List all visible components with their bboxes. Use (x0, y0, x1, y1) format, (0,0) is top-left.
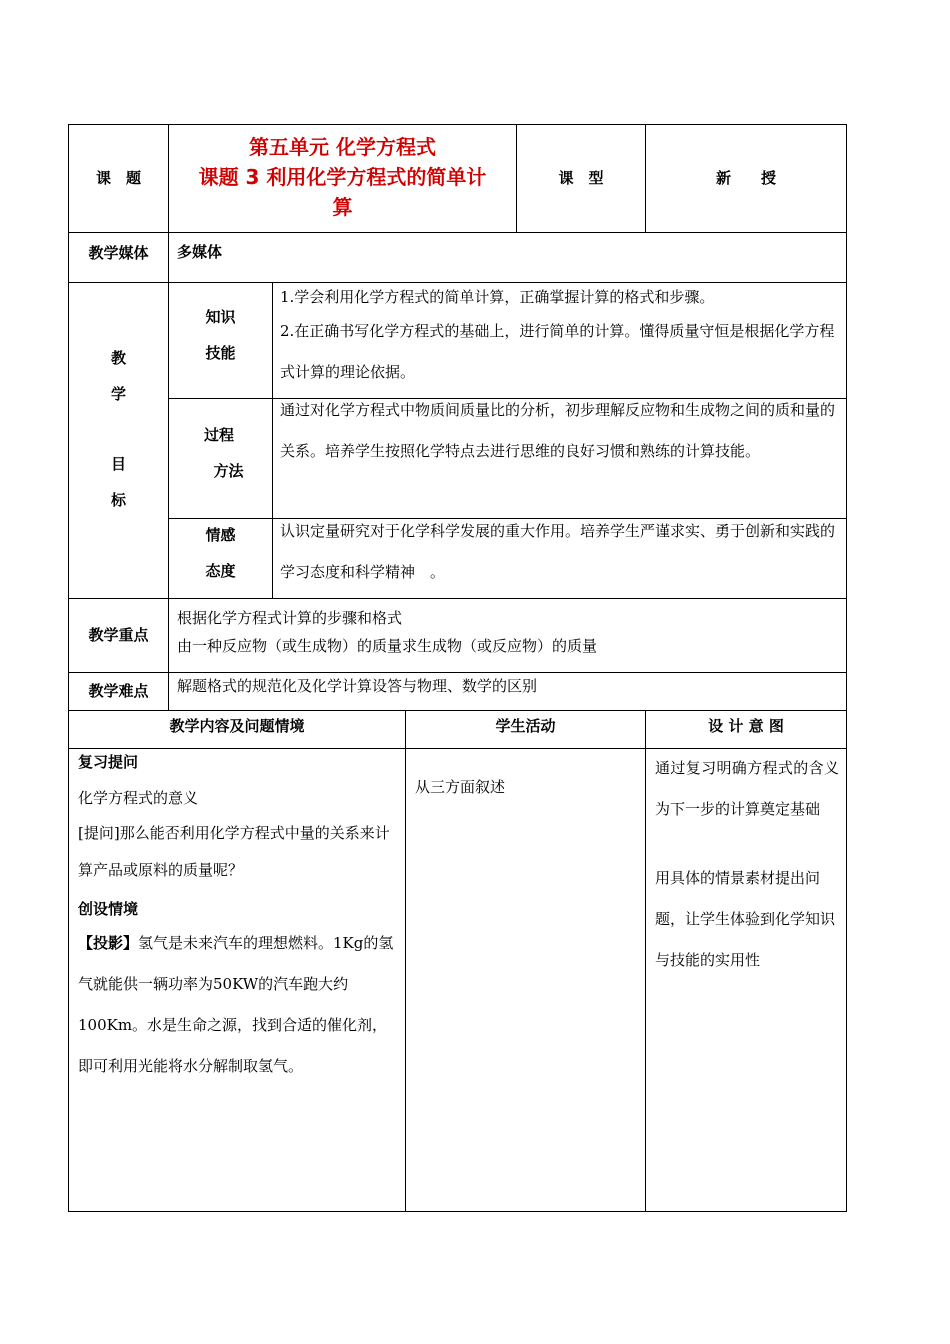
rule (846, 124, 847, 1212)
goals-label-char: 学 (110, 385, 126, 403)
review-heading: 复习提问 (78, 753, 139, 771)
process-label-line: 过程 (203, 426, 234, 444)
difficulty-text: 解题格式的规范化及化学计算设答与物理、数学的区别 (177, 677, 538, 695)
rule (68, 1211, 847, 1212)
rule (405, 710, 406, 1211)
rule (68, 598, 847, 599)
review-question: [提问]那么能否利用化学方程式中量的关系来计算产品或原料的质量呢？ (78, 824, 390, 879)
knowledge-label-line: 知识 (205, 308, 236, 326)
goals-label-char: 教 (110, 349, 126, 367)
type-value: 新 授 (715, 169, 776, 187)
student-activity: 从三方面叙述 (415, 778, 506, 796)
emotion-label (169, 519, 272, 598)
design-intent-1: 通过复习明确方程式的含义为下一步的计算奠定基础 (655, 759, 839, 818)
column-student-header: 学生活动 (495, 716, 556, 735)
rule (272, 282, 273, 598)
media-value: 多媒体 (177, 243, 223, 261)
process-label (169, 399, 272, 518)
emotion-label-line: 情感 (205, 526, 236, 544)
review-line: 化学方程式的意义 (78, 789, 199, 807)
knowledge-item-1: 1.学会利用化学方程式的简单计算，正确掌握计算的格式和步骤。 (280, 288, 715, 306)
projection-tag: 【投影】 (78, 934, 139, 952)
rule (68, 232, 847, 233)
key-point-2: 由一种反应物（或生成物）的质量求生成物（或反应物）的质量 (177, 637, 598, 655)
teaching-content (78, 752, 398, 1202)
column-content-header: 教学内容及问题情境 (169, 716, 305, 735)
rule (645, 710, 646, 1211)
knowledge-label (169, 283, 272, 398)
emotion-text: 认识定量研究对于化学科学发展的重大作用。培养学生严谨求实、勇于创新和实践的学习态度和科学精神 。 (280, 522, 836, 581)
difficulty-label: 教学难点 (88, 682, 149, 700)
key-point-1: 根据化学方程式计算的步骤和格式 (177, 609, 403, 627)
lesson-title-line1: 第五单元 化学方程式 (249, 135, 436, 159)
knowledge-text (280, 287, 840, 395)
goals-label-char: 标 (110, 491, 126, 509)
lesson-title-line2: 课题 3 利用化学方程式的简单计 (198, 165, 487, 189)
media-label: 教学媒体 (88, 243, 149, 262)
subject-label: 课 题 (95, 169, 141, 187)
process-text: 通过对化学方程式中物质间质量比的分析，初步理解反应物和生成物之间的质和量的关系。培养学生按照化学特点去进行思维的良好习惯和熟练的计算技能。 (280, 401, 836, 460)
column-design-header: 设 计 意 图 (708, 716, 784, 735)
type-label: 课 型 (558, 169, 604, 187)
projection-body: 氢气是未来汽车的理想燃料。1Kg的氢气就能供一辆功率为50KW的汽车跑大约100Km。水是生命之源，找到合适的催化剂，即可利用光能将水分解制取氢气。 (78, 934, 394, 1075)
design-intent (655, 748, 839, 1198)
knowledge-item-2: 2.在正确书写化学方程式的基础上，进行简单的计算。懂得质量守恒是根据化学方程式计算的理论依据。 (280, 322, 835, 381)
key-points-text (177, 600, 837, 670)
lesson-title-line3: 算 (332, 195, 353, 219)
key-points-label: 教学重点 (88, 626, 149, 644)
rule (68, 672, 847, 673)
lesson-title (169, 122, 516, 232)
design-intent-2: 用具体的情景素材提出问题，让学生体验到化学知识与技能的实用性 (655, 869, 836, 969)
knowledge-label-line: 技能 (205, 344, 236, 362)
scene-heading: 创设情境 (78, 900, 139, 918)
goals-label (69, 283, 168, 598)
process-label-line: 方法 (213, 462, 244, 480)
projection-text (78, 923, 398, 1087)
emotion-label-line: 态度 (205, 562, 236, 580)
goals-label-char: 目 (110, 455, 126, 473)
